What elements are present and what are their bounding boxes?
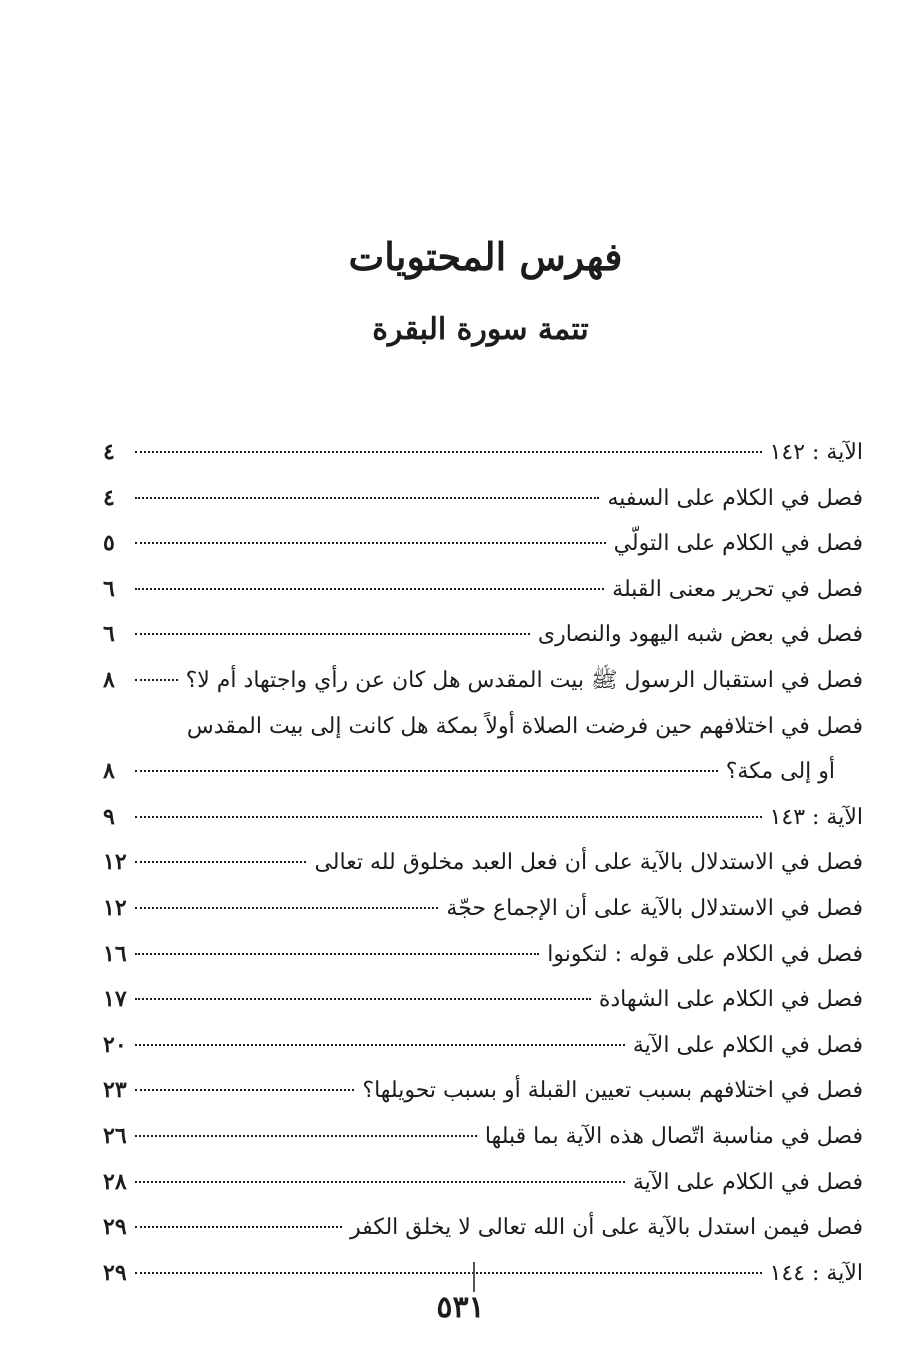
toc-entry-text: فصل في اختلافهم بسبب تعيين القبلة أو بسبب تحويلها؟ [362,1078,863,1104]
toc-entry-text: فصل في الكلام على الشهادة [598,987,863,1013]
toc-entry-page: ١٦ [103,940,127,967]
dot-leader [135,679,178,681]
toc-entry [103,430,863,476]
toc-entry-page: ٢٠ [103,1031,127,1058]
toc-entry-text: فصل في تحرير معنى القبلة [612,576,863,602]
dot-leader [135,998,591,1000]
toc-entry [103,1068,863,1114]
toc-entry-text: فصل في استقبال الرسول ﷺ بيت المقدس هل كان عن رأي واجتهاد أم لا؟ [185,667,863,693]
dot-leader [135,1272,762,1274]
dot-leader [135,1044,625,1046]
toc-entry-text: فصل في مناسبة اتّصال هذه الآية بما قبلها [484,1123,863,1149]
toc-entry-page: ١٢ [103,894,127,921]
toc-entry [103,612,863,658]
dot-leader [135,1135,477,1137]
toc-entry [103,932,863,978]
toc-entry-page: ٨ [103,758,115,785]
toc-entry [103,521,863,567]
toc-entry-text: الآية : ١٤٣ [769,804,863,830]
toc-entry [103,886,863,932]
dot-leader [135,953,539,955]
toc-entry-text: فصل في الكلام على الآية [632,1032,863,1058]
page-number: ٥٣١ [436,1290,485,1325]
toc-entry-page: ٤ [103,484,115,511]
dot-leader [135,588,604,590]
toc-entry-page: ٢٦ [103,1122,127,1149]
page-title: فهرس المحتويات [348,234,623,279]
toc-entry-page: ١٢ [103,849,127,876]
dot-leader [135,770,718,772]
toc-entry-text: فصل في الكلام على التولّي [613,531,863,557]
dot-leader [135,633,530,635]
toc-entry [103,704,863,750]
toc-entry-page: ٤ [103,439,115,465]
toc-entry-text: فصل في الكلام على قوله : لتكونوا [547,941,863,967]
toc-entry-page: ٢٩ [103,1214,127,1241]
toc-entry [103,977,863,1023]
toc-list [103,430,863,1296]
section-subtitle: تتمة سورة البقرة [372,312,589,347]
toc-entry-page: ٢٣ [103,1077,127,1104]
toc-entry-page: ٥ [103,530,115,557]
dot-leader [135,861,306,863]
toc-entry-page: ٦ [103,621,115,648]
toc-entry-text: فصل في الكلام على الآية [632,1169,863,1195]
toc-entry-text: فصل في اختلافهم حين فرضت الصلاة أولاً بمكة هل كانت إلى بيت المقدس [186,713,863,739]
toc-entry [103,795,863,841]
dot-leader [135,816,762,818]
dot-leader [135,497,599,499]
dot-leader [135,1226,342,1228]
dot-leader [135,1181,625,1183]
toc-entry-continuation [103,749,863,795]
toc-entry-text: فصل فيمن استدل بالآية على أن الله تعالى لا يخلق الكفر [350,1215,863,1241]
toc-entry-text: فصل في الكلام على السفيه [607,485,863,511]
toc-entry-page: ٢٩ [103,1259,127,1286]
toc-entry [103,476,863,522]
toc-entry-page: ١٧ [103,986,127,1013]
toc-entry [103,1160,863,1206]
center-rule [473,1262,475,1292]
toc-entry [103,1114,863,1160]
toc-entry-text: فصل في الاستدلال بالآية على أن فعل العبد مخلوق لله تعالى [314,850,863,876]
toc-entry [103,1023,863,1069]
dot-leader [135,542,606,544]
toc-entry [103,658,863,704]
toc-entry [103,567,863,613]
dot-leader [135,451,762,453]
toc-entry-text: فصل في الاستدلال بالآية على أن الإجماع حجّة [446,895,863,921]
toc-entry-page: ٦ [103,575,115,602]
toc-entry-page: ٨ [103,666,115,693]
toc-entry [103,840,863,886]
dot-leader [135,1089,354,1091]
toc-entry [103,1205,863,1251]
toc-entry-page: ٢٨ [103,1168,127,1195]
toc-entry-text: فصل في بعض شبه اليهود والنصارى [537,622,863,648]
toc-entry-page: ٩ [103,803,115,830]
toc-entry-text: أو إلى مكة؟ [725,759,835,785]
dot-leader [135,907,438,909]
toc-entry-text: الآية : ١٤٢ [769,440,863,465]
toc-entry-text: الآية : ١٤٤ [769,1260,863,1286]
